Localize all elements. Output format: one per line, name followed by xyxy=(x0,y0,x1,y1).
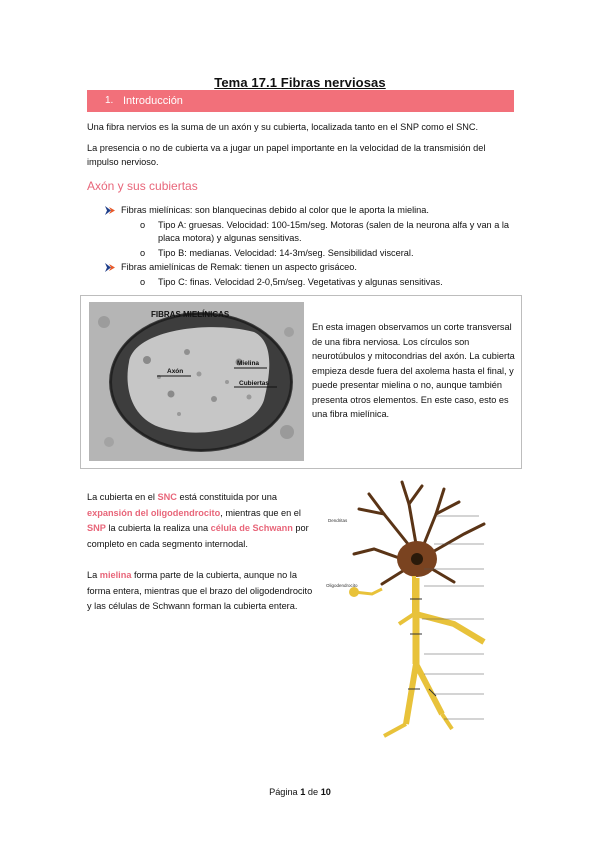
text-run: La cubierta en el xyxy=(87,492,158,502)
label-mielina: Mielina xyxy=(237,360,260,367)
footer-middle: de xyxy=(305,787,321,797)
text-run: , mientras que en el xyxy=(220,507,301,518)
page-title: Tema 17.1 Fibras nerviosas xyxy=(214,75,386,90)
highlight-mielina: mielina xyxy=(99,570,132,580)
figure-box xyxy=(80,295,522,469)
footer-total-pages: 10 xyxy=(320,787,331,797)
text-run: La xyxy=(87,570,100,580)
sub-marker: o xyxy=(140,277,146,287)
sub-text: Tipo B: medianas. Velocidad: 14-3m/seg. Sensibilidad visceral. xyxy=(158,248,414,258)
footer-current-page: 1 xyxy=(300,787,306,797)
bullet-text: Fibras mielínicas: son blanquecinas debido al color que le aporta la mielina. xyxy=(121,205,429,215)
page-footer xyxy=(0,787,600,797)
section-header-introduccion xyxy=(87,90,514,112)
highlight-oligodendrocito: expansión del oligodendrocito xyxy=(87,507,221,518)
micrograph-title: FIBRAS MIELÍNICAS xyxy=(151,310,230,319)
intro-paragraph-2: La presencia o no de cubierta va a jugar un papel importante en la velocidad de la transmisión del impulso nervioso. xyxy=(87,143,486,167)
micrograph-image xyxy=(89,302,304,461)
sub-marker: o xyxy=(140,248,146,258)
highlight-snp: SNP xyxy=(87,523,106,533)
micrograph-drawing xyxy=(89,302,304,461)
paragraph-cubierta xyxy=(87,490,317,552)
neuron-illustration xyxy=(324,474,530,754)
sub-text: Tipo A: gruesas. Velocidad: 100-15m/seg. Motoras (salen de la neurona alfa y van a la placa motora) y algunas sensitivas. xyxy=(158,220,510,243)
arrow-bullet-icon xyxy=(104,205,116,216)
intro-paragraph-1: Una fibra nervios es la suma de un axón y su cubierta, localizada tanto en el SNP como el SNC. xyxy=(87,122,479,132)
highlight-snc: SNC xyxy=(157,492,177,502)
label-oligodendrocito: Oligodendrocito xyxy=(326,583,358,588)
label-cubiertas: Cubiertas xyxy=(239,380,269,387)
subheading-axon: Axón y sus cubiertas xyxy=(87,179,198,193)
text-run: por completo en cada segmento internodal. xyxy=(87,523,309,549)
bullet-text: Fibras amielínicas de Remak: tienen un aspecto grisáceo. xyxy=(121,262,357,272)
highlight-schwann: célula de Schwann xyxy=(210,523,293,533)
text-run: está constituida por una xyxy=(176,492,278,502)
neuron-drawing xyxy=(324,474,530,754)
label-dendritas: Dendritas xyxy=(328,518,348,523)
figure-caption: En esta imagen observamos un corte transversal de una fibra nerviosa. Los círculos son neurotúbulos y mitocondrias del axón. La cubierta empieza desde fuera del axolema hasta el final, y puede presentar mielina o no, aunque también presenta otros elementos. En este caso, esto es una fibra mielínica. xyxy=(312,322,515,419)
footer-prefix: Página xyxy=(269,787,301,797)
sub-text: Tipo C: finas. Velocidad 2-0,5m/seg. Vegetativas y algunas sensitivas. xyxy=(158,277,443,287)
section-label: Introducción xyxy=(123,95,183,107)
text-run: la cubierta la realiza una xyxy=(105,523,211,533)
sub-marker: o xyxy=(140,220,146,230)
text-run: forma parte de la cubierta, aunque no la forma entera, mientras que el brazo del oligodendrocito y las células de Schwann forman la cubierta entera. xyxy=(87,570,313,611)
arrow-bullet-icon xyxy=(104,262,116,273)
section-number: 1. xyxy=(105,95,114,106)
label-axon: Axón xyxy=(167,368,184,375)
paragraph-mielina xyxy=(87,568,317,615)
